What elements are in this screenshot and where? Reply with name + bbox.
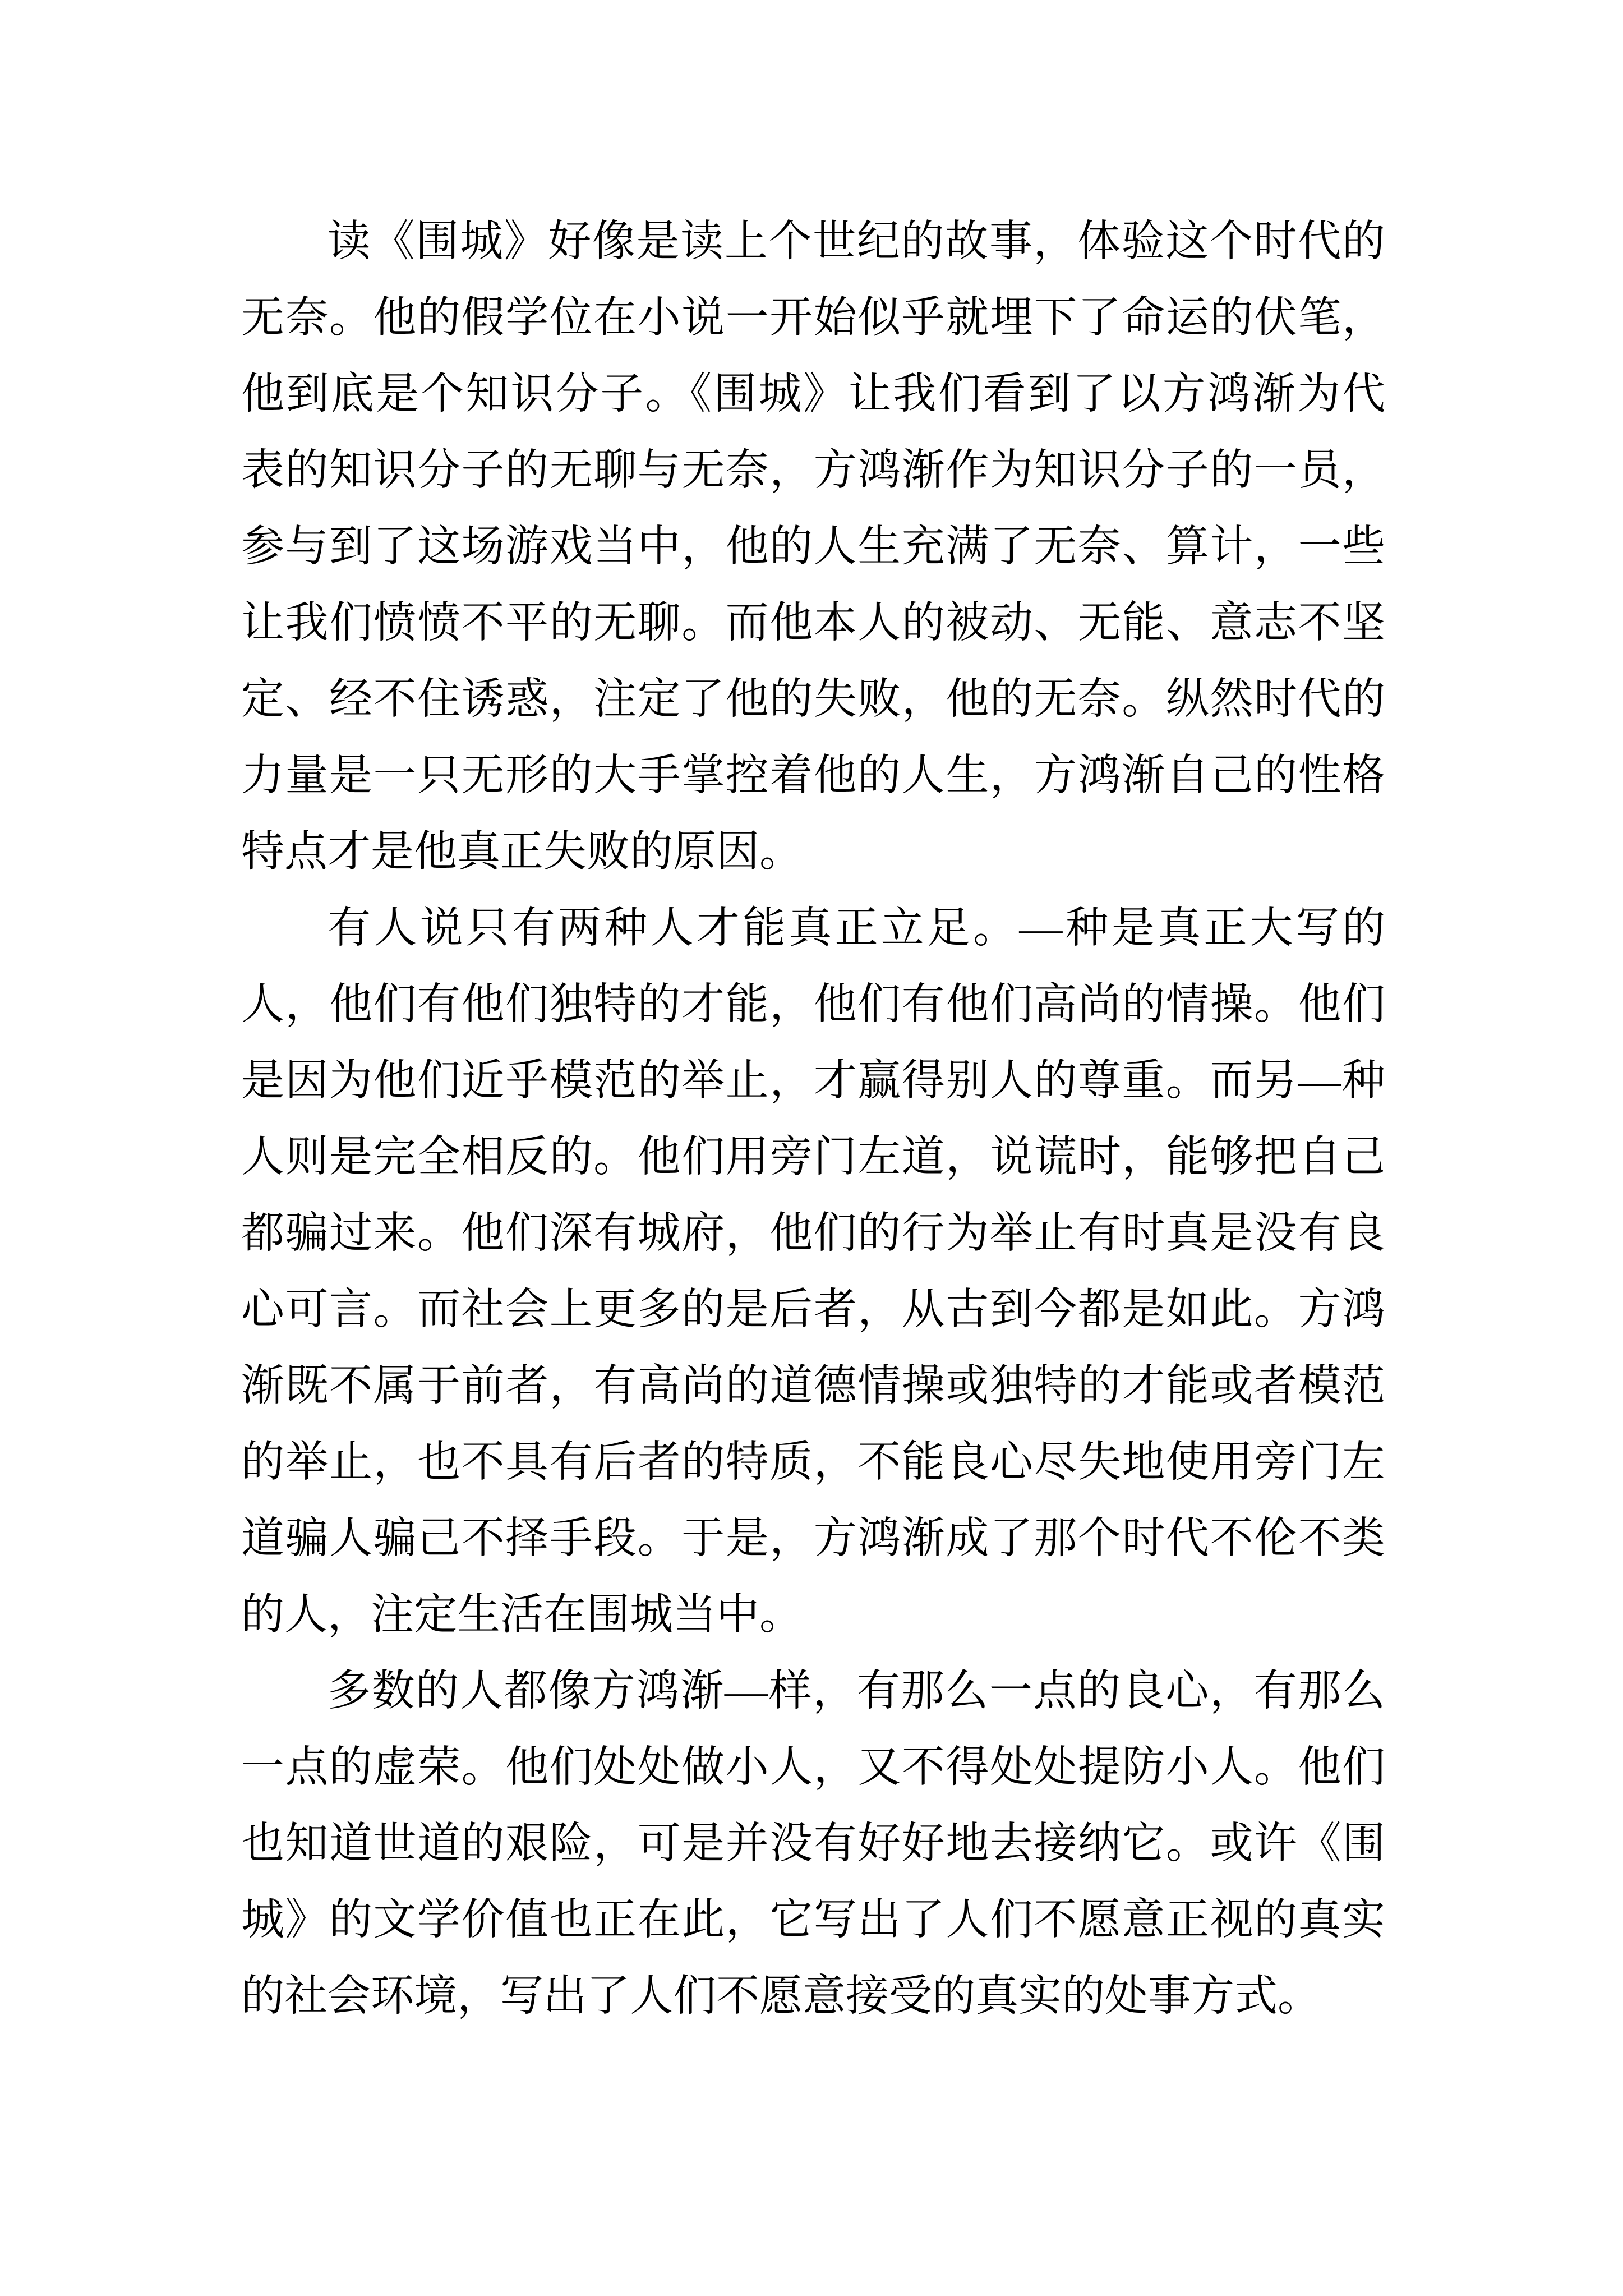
text-line: 渐既不属于前者，有高尚的道德情操或独特的才能或者模范	[241, 1361, 1385, 1410]
text-line: 定、经不住诱惑，注定了他的失败，他的无奈。纵然时代的	[241, 675, 1385, 723]
text-line: 人，他们有他们独特的才能，他们有他们高尚的情操。他们	[241, 980, 1385, 1028]
text-line: 是因为他们近乎模范的举止，才赢得别人的尊重。而另—种	[241, 1056, 1385, 1105]
text-line: 人则是完全相反的。他们用旁门左道，说谎时，能够把自己	[241, 1133, 1385, 1181]
text-line: 的举止，也不具有后者的特质，不能良心尽失地使用旁门左	[241, 1438, 1385, 1486]
text-line: 特点才是他真正失败的原因。	[241, 827, 803, 876]
text-line: 的社会环境，写出了人们不愿意接受的真实的处事方式。	[241, 1972, 1321, 2020]
text-line: 力量是一只无形的大手掌控着他的人生，方鸿渐自己的性格	[241, 751, 1385, 799]
text-line: 道骗人骗己不择手段。于是，方鸿渐成了那个时代不伦不类	[241, 1514, 1385, 1562]
text-line: 他到底是个知识分子。《围城》让我们看到了以方鸿渐为代	[241, 370, 1385, 418]
text-line: 城》的文学价值也正在此，它写出了人们不愿意正视的真实	[241, 1895, 1385, 1944]
text-line: 读《围城》好像是读上个世纪的故事，体验这个时代的	[328, 217, 1385, 265]
text-line: 表的知识分子的无聊与无奈，方鸿渐作为知识分子的一员，	[241, 446, 1385, 494]
text-line: 多数的人都像方鸿渐—样，有那么一点的良心，有那么	[328, 1667, 1385, 1715]
text-line: 的人，注定生活在围城当中。	[241, 1590, 803, 1639]
text-line: 参与到了这场游戏当中，他的人生充满了无奈、算计，一些	[241, 522, 1385, 570]
text-line: 让我们愤愤不平的无聊。而他本人的被动、无能、意志不坚	[241, 599, 1385, 647]
essay-text-block	[241, 203, 1385, 2034]
text-line: 有人说只有两种人才能真正立足。—种是真正大写的	[328, 904, 1385, 952]
text-line: 无奈。他的假学位在小说一开始似乎就埋下了命运的伏笔，	[241, 293, 1385, 342]
text-line: 也知道世道的艰险，可是并没有好好地去接纳它。或许《围	[241, 1819, 1385, 1867]
text-line: 一点的虚荣。他们处处做小人，又不得处处提防小人。他们	[241, 1743, 1385, 1791]
text-line: 心可言。而社会上更多的是后者，从古到今都是如此。方鸿	[241, 1285, 1385, 1333]
text-line: 都骗过来。他们深有城府，他们的行为举止有时真是没有良	[241, 1209, 1385, 1257]
